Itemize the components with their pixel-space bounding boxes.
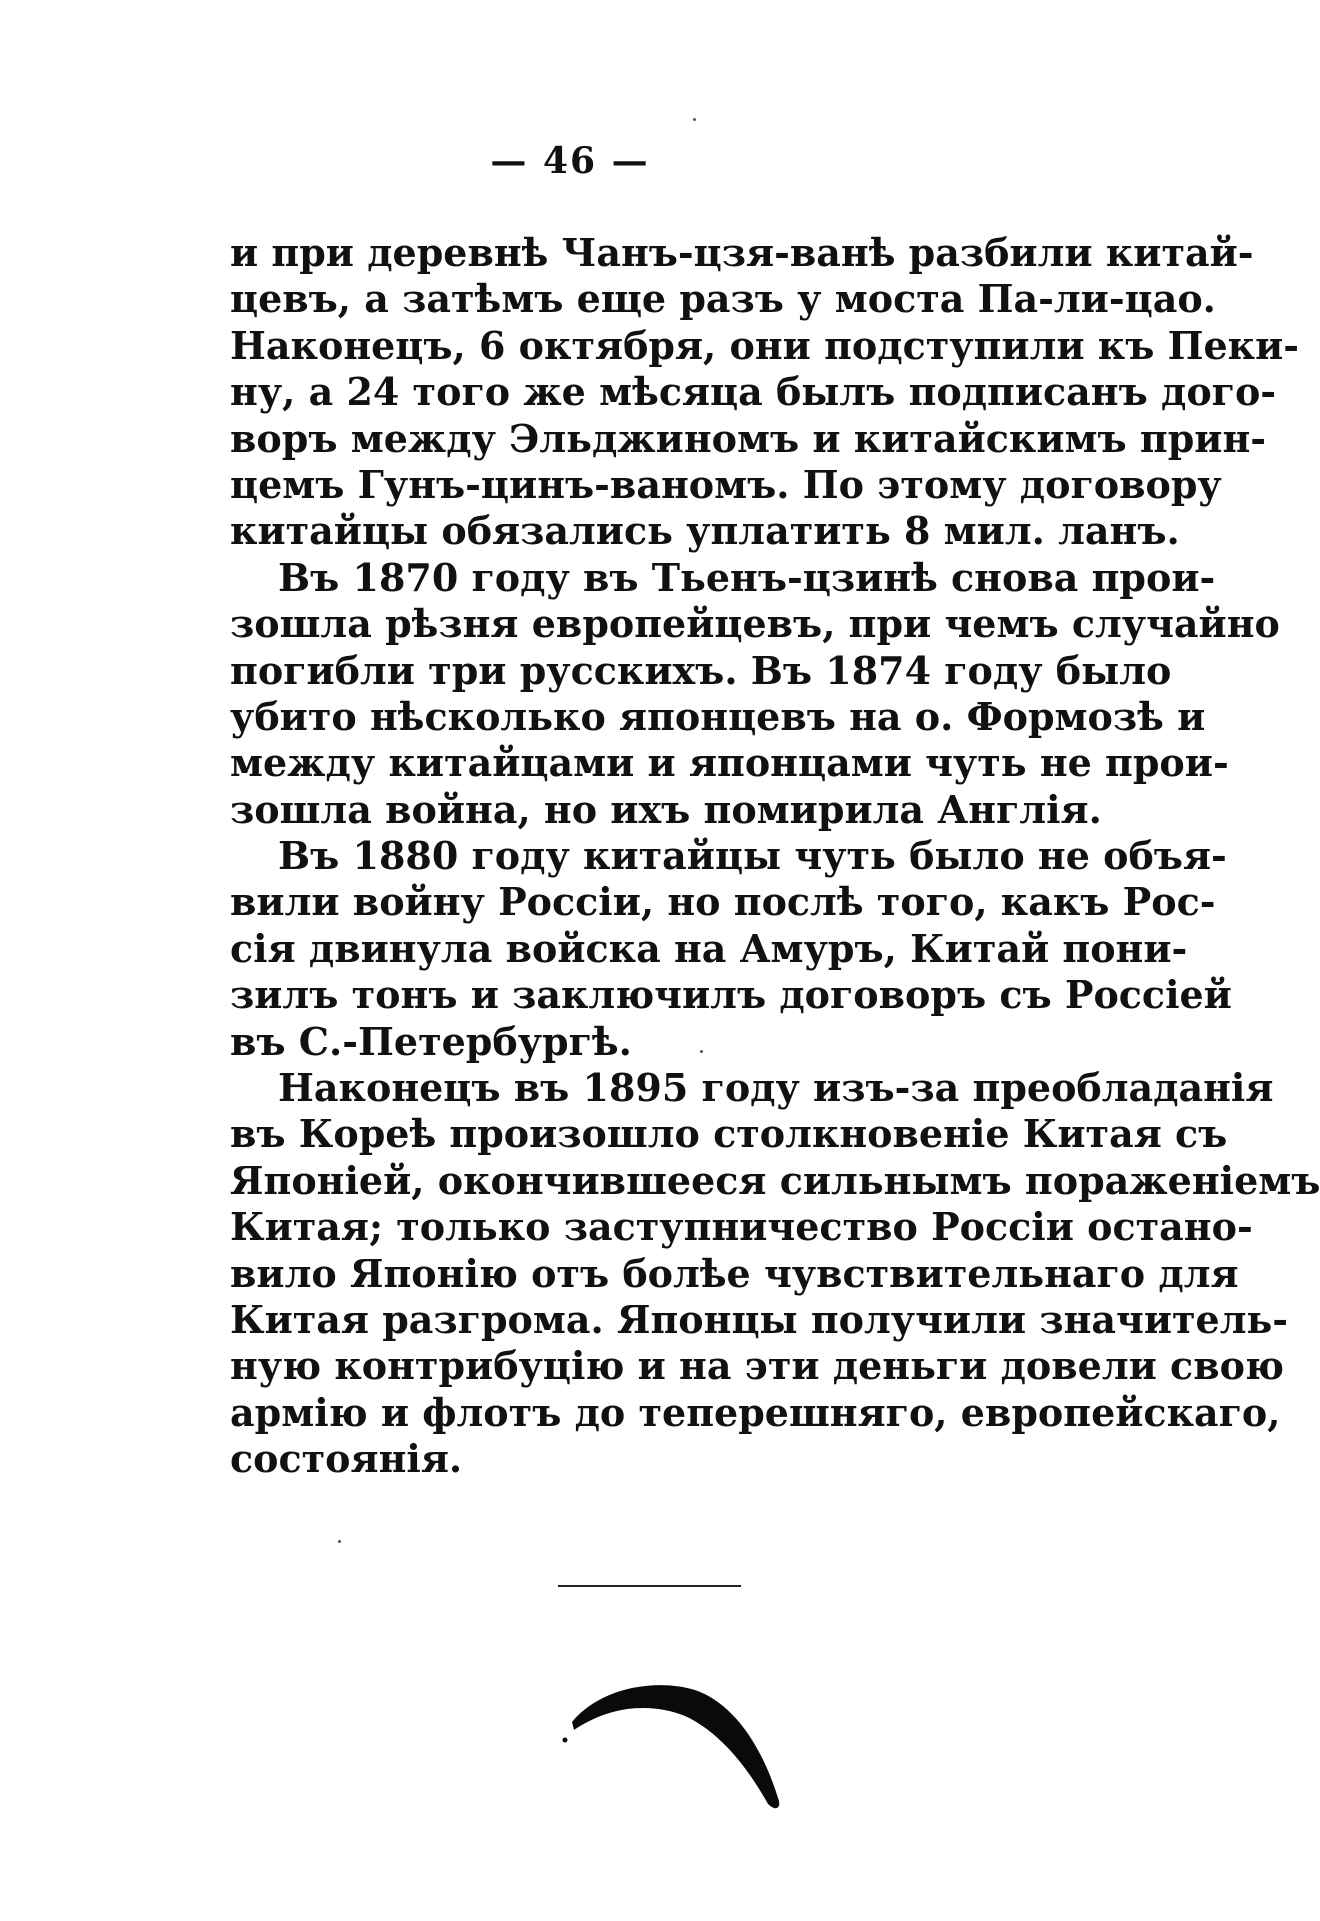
text-line: ну, а 24 того же мѣсяца былъ подписанъ дого- [230,369,1277,415]
ink-speck [693,118,696,121]
text-line: цевъ, а затѣмъ еще разъ у моста Па-ли-цао. [230,276,1216,322]
text-line: китайцы обязались уплатить 8 мил. ланъ. [230,508,1180,554]
text-line: воръ между Эльджиномъ и китайскимъ прин- [230,415,1267,461]
text-line: Китая; только заступничество Россіи остано- [230,1204,1253,1250]
text-line: зошла война, но ихъ помирила Англія. [230,786,1102,832]
text-line: состоянія. [230,1436,463,1482]
text-line: и при деревнѣ Чанъ-цзя-ванѣ разбили китай- [230,230,1254,275]
text-line: въ С.-Петербургѣ. [230,1018,632,1064]
text-line: Японіей, окончившееся сильнымъ пораженіемъ [230,1157,1320,1203]
text-line: зилъ тонъ и заключилъ договоръ съ Россіей [230,972,1232,1018]
ink-speck [700,1050,703,1053]
text-line: Въ 1880 году китайцы чуть было не объя- [278,833,1227,879]
body-text [230,230,1320,1483]
text-line: цемъ Гунъ-цинъ-ваномъ. По этому договору [230,461,1222,507]
text-line: въ Кореѣ произошло столкновеніе Китая съ [230,1111,1228,1157]
text-line: Китая разгрома. Японцы получили значитель- [230,1296,1289,1342]
text-line: вило Японію отъ болѣе чувствительнаго для [230,1250,1239,1296]
paragraph-1 [230,230,1300,555]
text-line: убито нѣсколько японцевъ на о. Формозѣ и [230,693,1206,739]
page-number: — 46 — [490,140,650,182]
text-line: погибли три русскихъ. Въ 1874 году было [230,647,1172,693]
paragraph-3 [230,833,1232,1065]
paragraph-2 [230,554,1280,833]
paragraph-4 [230,1065,1320,1483]
ink-speck [338,1540,341,1543]
separator-rule [558,1585,741,1587]
text-line: Наконецъ, 6 октября, они подступили къ Пеки- [230,322,1300,368]
text-line: между китайцами и японцами чуть не прои- [230,740,1229,786]
text-line: зошла рѣзня европейцевъ, при чемъ случайно [230,601,1280,647]
text-line: ную контрибуцію и на эти деньги довели свою [230,1343,1284,1389]
text-line: Въ 1870 году въ Тьенъ-цзинѣ снова прои- [278,554,1216,600]
ornament-flourish [560,1670,800,1820]
text-line: Наконецъ въ 1895 году изъ-за преобладанія [278,1065,1274,1111]
text-line: армію и флотъ до теперешняго, европейскаго, [230,1389,1281,1435]
text-line: вили войну Россіи, но послѣ того, какъ Рос- [230,879,1216,925]
text-line: сія двинула войска на Амуръ, Китай пони- [230,925,1188,971]
